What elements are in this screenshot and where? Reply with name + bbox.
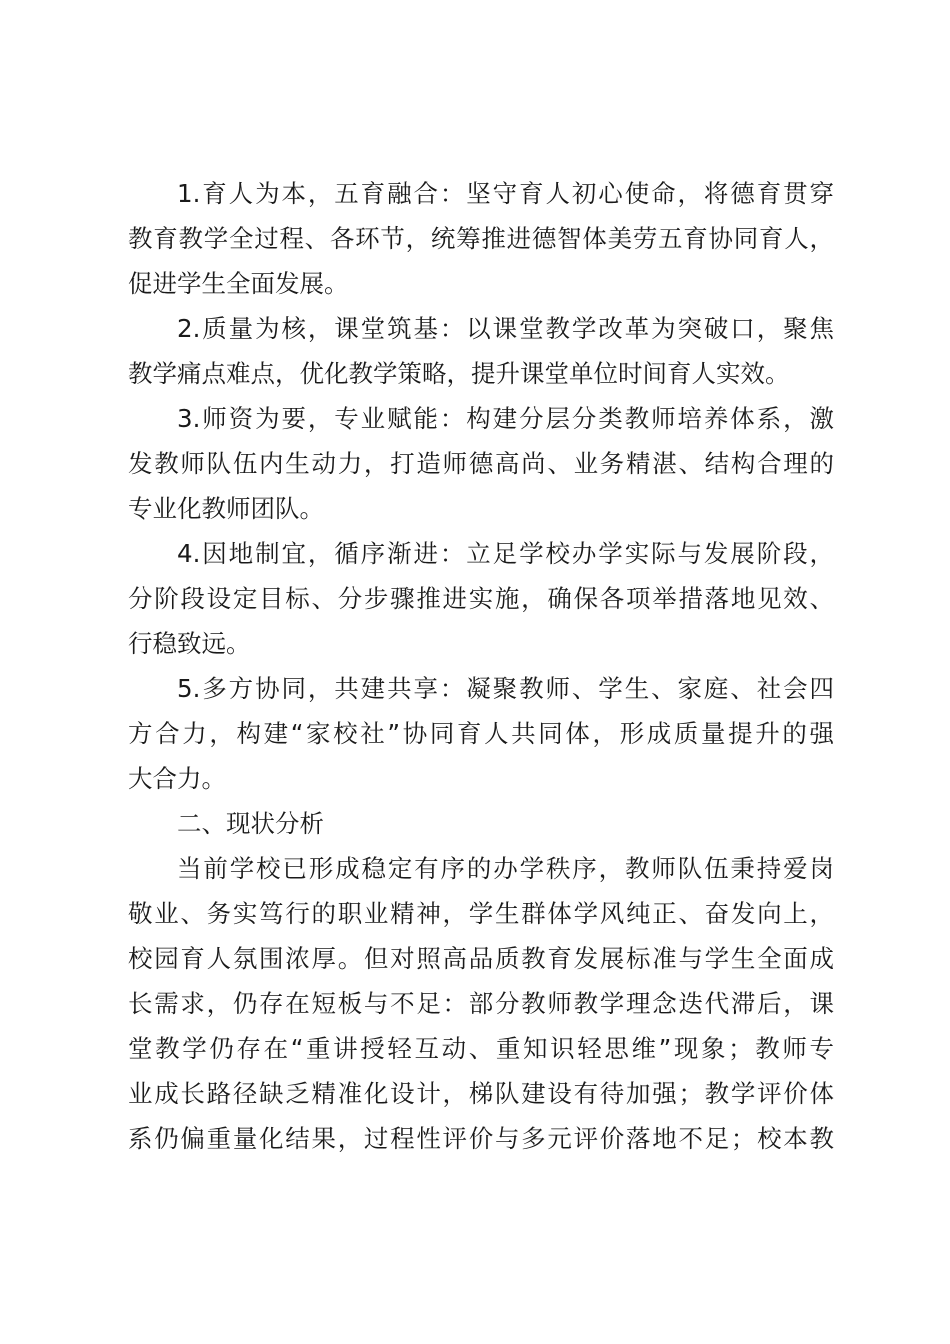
- text-line: 2.质量为核，课堂筑基：以课堂教学改革为突破口，聚焦: [177, 314, 834, 343]
- paragraph-principle-4: [128, 531, 834, 666]
- text-line: 当前学校已形成稳定有序的办学秩序，教师队伍秉持爱岗: [177, 854, 834, 883]
- text-line: 方合力，构建“家校社”协同育人共同体，形成质量提升的强: [128, 719, 834, 748]
- paragraph-status-analysis: [128, 846, 834, 1161]
- text-line: 敬业、务实笃行的职业精神，学生群体学风纯正、奋发向上，: [128, 899, 834, 928]
- document-page: [128, 171, 834, 1161]
- text-line: 系仍偏重量化结果，过程性评价与多元评价落地不足；校本教: [128, 1124, 834, 1153]
- paragraph-principle-5: [128, 666, 834, 801]
- text-line: 分阶段设定目标、分步骤推进实施，确保各项举措落地见效、: [128, 584, 834, 613]
- text-line: 教学痛点难点，优化教学策略，提升课堂单位时间育人实效。: [128, 359, 790, 388]
- text-line: 校园育人氛围浓厚。但对照高品质教育发展标准与学生全面成: [128, 944, 834, 973]
- text-line: 发教师队伍内生动力，打造师德高尚、业务精湛、结构合理的: [128, 449, 834, 478]
- paragraph-principle-1: [128, 171, 834, 306]
- paragraph-principle-3: [128, 396, 834, 531]
- text-line: 1.育人为本，五育融合：坚守育人初心使命，将德育贯穿: [177, 179, 834, 208]
- section-heading: [128, 801, 834, 846]
- text-line: 促进学生全面发展。: [128, 269, 349, 298]
- text-line: 长需求，仍存在短板与不足：部分教师教学理念迭代滞后，课: [128, 989, 834, 1018]
- text-line: 大合力。: [128, 764, 226, 793]
- text-line: 业成长路径缺乏精准化设计，梯队建设有待加强；教学评价体: [128, 1079, 834, 1108]
- text-line: 4.因地制宜，循序渐进：立足学校办学实际与发展阶段，: [177, 539, 834, 568]
- text-line: 3.师资为要，专业赋能：构建分层分类教师培养体系，激: [177, 404, 834, 433]
- text-line: 5.多方协同，共建共享：凝聚教师、学生、家庭、社会四: [177, 674, 834, 703]
- text-line: 专业化教师团队。: [128, 494, 324, 523]
- paragraph-principle-2: [128, 306, 834, 396]
- text-line: 行稳致远。: [128, 629, 251, 658]
- text-line: 教育教学全过程、各环节，统筹推进德智体美劳五育协同育人，: [128, 224, 834, 253]
- text-line: 堂教学仍存在“重讲授轻互动、重知识轻思维”现象；教师专: [128, 1034, 834, 1063]
- text-line: 二、现状分析: [177, 809, 324, 838]
